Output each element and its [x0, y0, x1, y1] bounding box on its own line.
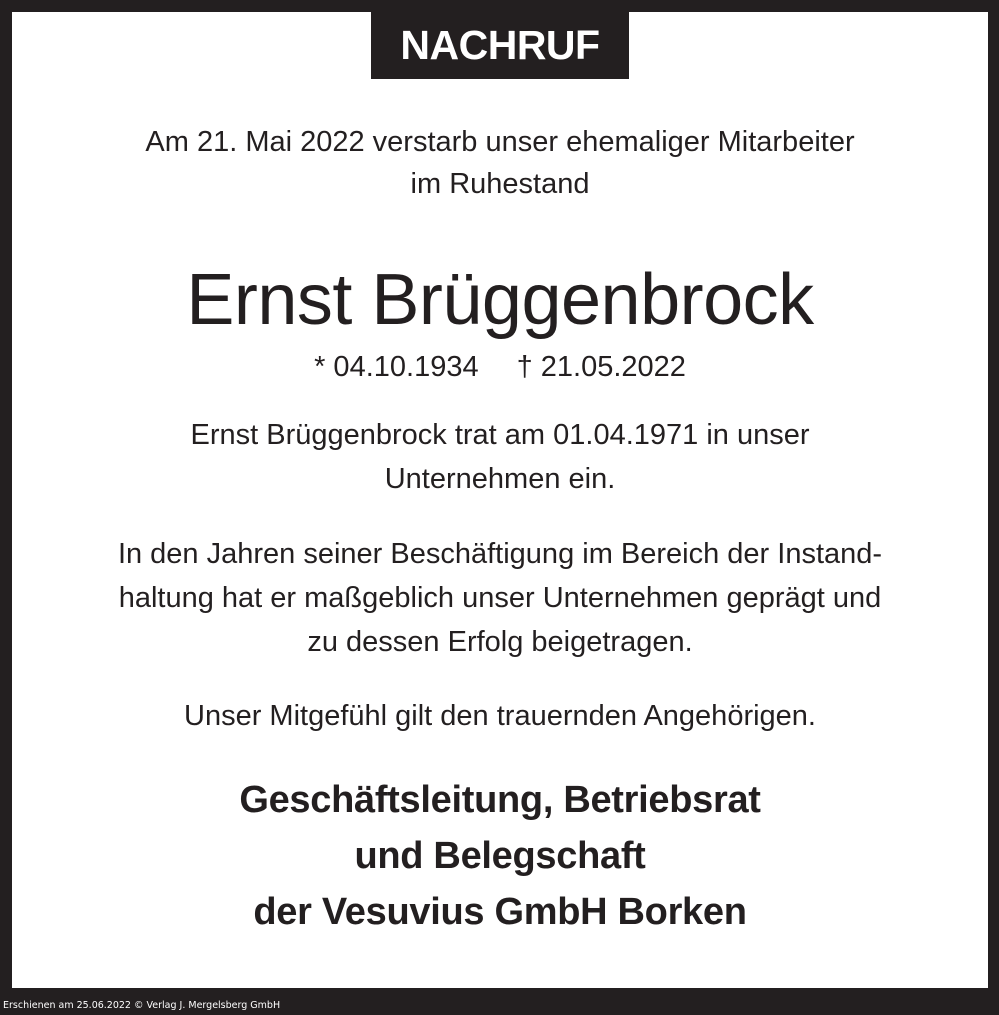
life-dates — [12, 347, 988, 387]
entry-line: Ernst Brüggenbrock trat am 01.04.1971 in unser — [190, 419, 810, 451]
death-date: † 21.05.2022 — [516, 351, 686, 383]
career-line: zu dessen Erfolg beigetragen. — [307, 626, 693, 658]
header-banner — [371, 12, 629, 79]
career-line: In den Jahren seiner Beschäftigung im Bereich der Instand- — [117, 538, 883, 570]
entry-line: Unternehmen ein. — [384, 463, 616, 495]
intro-line: im Ruhestand — [410, 168, 590, 200]
career-line: haltung hat er maßgeblich unser Unternehmen geprägt und — [118, 582, 882, 614]
deceased-name: Ernst Brüggenbrock — [186, 260, 814, 340]
signature-line: der Vesuvius GmbH Borken — [253, 891, 747, 933]
entry-paragraph — [12, 413, 988, 501]
condolence-text: Unser Mitgefühl gilt den trauernden Angehörigen. — [184, 700, 816, 732]
birth-date: * 04.10.1934 — [314, 351, 479, 383]
publication-credit: Erschienen am 25.06.2022 © Verlag J. Mergelsberg GmbH — [3, 1000, 281, 1011]
header-title: NACHRUF — [400, 22, 600, 68]
intro-line: Am 21. Mai 2022 verstarb unser ehemaliger Mitarbeiter — [145, 126, 855, 158]
career-paragraph — [12, 532, 988, 664]
intro-text — [12, 121, 988, 205]
signature-line: Geschäftsleitung, Betriebsrat — [239, 779, 761, 821]
signature-block — [12, 772, 988, 940]
obituary-notice — [12, 12, 988, 988]
signature-line: und Belegschaft — [354, 835, 646, 877]
